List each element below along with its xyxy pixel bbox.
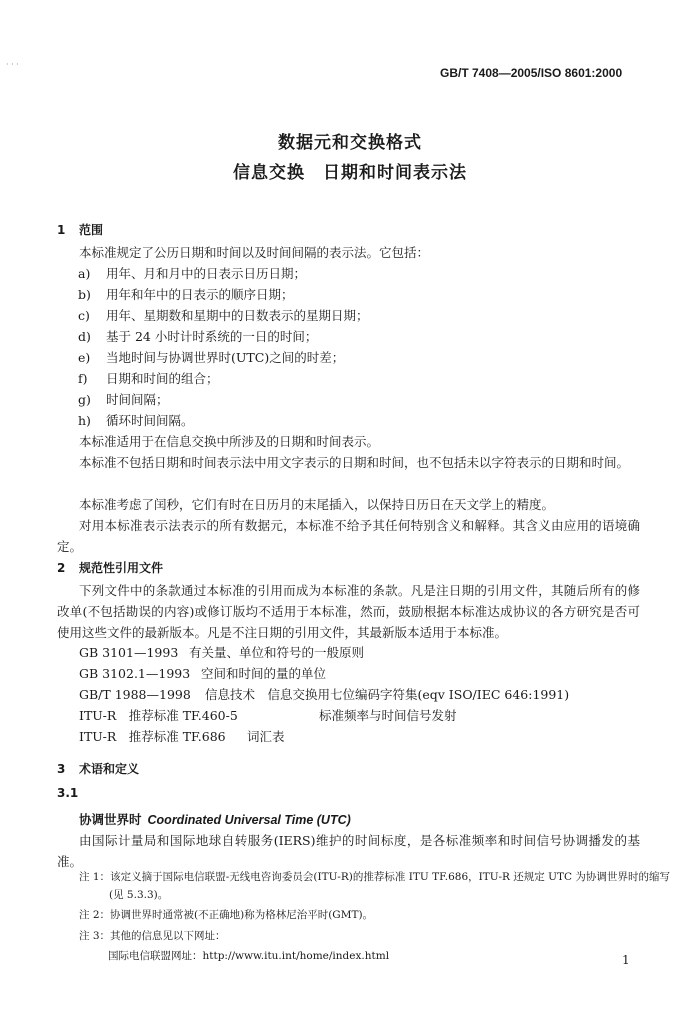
normative-intro-paragraph: 下列文件中的条款通过本标准的引用而成为本标准的条款。凡是注日期的引用文件，其随后所有的修改单(不包括勘误的内容)或修订版均不适用于本标准，然而，鼓励根据本标准达成协议的各方研究是否可使用这些文件的最新版本。凡是不注日期的引用文件，其最新版本适用于本标准。 bbox=[57, 583, 640, 640]
section-title: 术语和定义 bbox=[79, 762, 140, 776]
section-number: 3 bbox=[57, 762, 66, 776]
section-title: 范围 bbox=[79, 223, 104, 237]
section-3-heading bbox=[57, 760, 139, 777]
section-2-heading bbox=[57, 559, 163, 576]
definition-text: 由国际计量局和国际地球自转服务(IERS)维护的时间标度，是各标准频率和时间信号协调播发的基准。 bbox=[57, 833, 640, 869]
term-chinese: 协调世界时 bbox=[79, 812, 142, 827]
reference-item: ITU-R 推荐标准 TF.460-5 标准频率与时间信号发射 bbox=[79, 708, 457, 723]
scope-applies-paragraph: 本标准适用于在信息交换中所涉及的日期和时间表示。 bbox=[79, 434, 380, 449]
list-item: d) 基于 24 小时计时系统的一日的时间； bbox=[78, 329, 318, 344]
reference-item: GB/T 1988—1998 信息技术 信息交换用七位编码字符集(eqv ISO/IEC 646:1991) bbox=[79, 687, 570, 702]
scan-speck: · · · bbox=[6, 60, 19, 69]
section-number: 2 bbox=[57, 561, 66, 575]
standard-code-header: GB/T 7408—2005/ISO 8601:2000 bbox=[440, 66, 623, 80]
term-english: Coordinated Universal Time (UTC) bbox=[147, 813, 351, 827]
itu-url-line: 国际电信联盟网址：http://www.itu.int/home/index.html bbox=[108, 950, 390, 962]
list-item: f) 日期和时间的组合； bbox=[78, 371, 219, 386]
list-item: c) 用年、星期数和星期中的日数表示的星期日期； bbox=[78, 308, 369, 323]
term-heading bbox=[79, 810, 351, 828]
reference-item: GB 3101—1993 有关量、单位和符号的一般原则 bbox=[79, 645, 365, 660]
list-item: g) 时间间隔； bbox=[78, 392, 169, 407]
reference-item: GB 3102.1—1993 空间和时间的量的单位 bbox=[79, 666, 327, 681]
section-title: 规范性引用文件 bbox=[79, 561, 164, 575]
document-title-line2: 信息交换 日期和时间表示法 bbox=[233, 163, 467, 183]
subsection-3-1-number: 3.1 bbox=[57, 786, 79, 800]
scope-leap-second-paragraph: 本标准考虑了闰秒，它们有时在日历月的末尾插入，以保持日历日在天文学上的精度。 bbox=[79, 497, 555, 512]
note-2: 注 2：协调世界时通常被(不正确地)称为格林尼治平时(GMT)。 bbox=[79, 909, 374, 921]
list-item: b) 用年和年中的日表示的顺序日期； bbox=[78, 287, 294, 302]
scope-excludes-paragraph: 本标准不包括日期和时间表示法中用文字表示的日期和时间，也不包括未以字符表示的日期和时间。 bbox=[79, 455, 630, 470]
page-number: 1 bbox=[622, 953, 630, 967]
document-title-line1: 数据元和交换格式 bbox=[278, 133, 422, 153]
section-1-heading bbox=[57, 221, 103, 238]
list-item: h) 循环时间间隔。 bbox=[78, 413, 194, 428]
list-item: a) 用年、月和月中的日表示日历日期； bbox=[78, 266, 307, 281]
section-number: 1 bbox=[57, 223, 66, 237]
scope-meaning-paragraph: 对用本标准表示法表示的所有数据元，本标准不给予其任何特别含义和解释。其含义由应用的语境确定。 bbox=[57, 518, 640, 554]
reference-item: ITU-R 推荐标准 TF.686 词汇表 bbox=[79, 729, 285, 744]
scope-intro: 本标准规定了公历日期和时间以及时间间隔的表示法。它包括： bbox=[79, 245, 430, 260]
note-3: 注 3：其他的信息见以下网址： bbox=[79, 930, 226, 942]
note-1: 注 1：该定义摘于国际电信联盟-无线电咨询委员会(ITU-R)的推荐标准 ITU TF.686，ITU-R 还规定 UTC 为协调世界时的缩写(见 5.3.3)。 bbox=[79, 871, 670, 901]
list-item: e) 当地时间与协调世界时(UTC)之间的时差； bbox=[78, 350, 345, 365]
